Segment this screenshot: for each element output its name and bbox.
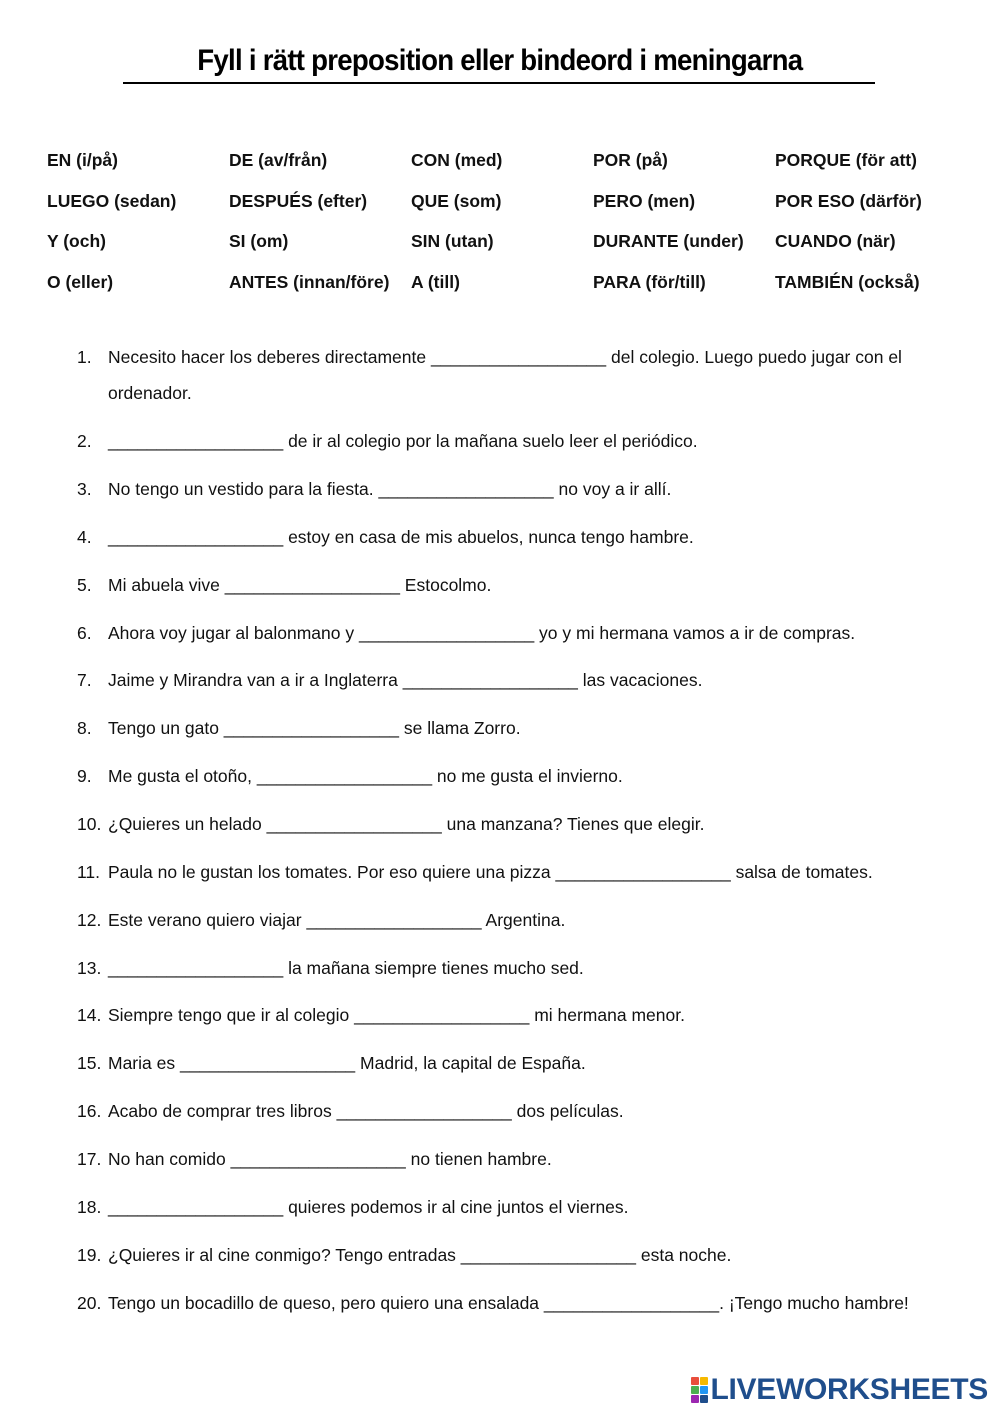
exercise-item xyxy=(77,1141,957,1177)
sentence-after-blank: de ir al colegio por la mañana suelo leer el periódico. xyxy=(283,431,698,451)
exercise-sentence xyxy=(108,902,957,938)
exercise-item xyxy=(77,662,957,698)
sentence-before-blank: Necesito hacer los deberes directamente xyxy=(108,347,431,367)
sentence-before-blank: ¿Quieres un helado xyxy=(108,814,267,834)
logo-square xyxy=(691,1395,699,1403)
exercise-sentence xyxy=(108,1189,957,1225)
word-bank-item: PARA (för/till) xyxy=(593,271,706,292)
sentence-after-blank: del colegio. Luego puedo jugar con el ordenador. xyxy=(108,347,902,403)
exercise-number: 10. xyxy=(77,814,102,834)
exercise-sentence xyxy=(108,710,957,746)
worksheet-title: Fyll i rätt preposition eller bindeord i meningarna xyxy=(197,44,803,77)
exercise-number: 3. xyxy=(77,479,92,499)
exercise-number: 9. xyxy=(77,766,92,786)
exercise-sentence xyxy=(108,339,957,411)
exercise-sentence xyxy=(108,1285,957,1321)
exercise-sentence xyxy=(108,1045,957,1081)
exercise-number: 4. xyxy=(77,527,92,547)
word-bank-item: CUANDO (när) xyxy=(775,231,896,251)
exercise-item xyxy=(77,519,957,555)
sentence-before-blank: Maria es xyxy=(108,1053,180,1073)
word-bank-item: EN (i/på) xyxy=(47,150,118,170)
logo-text: LIVEWORKSHEETS xyxy=(710,1373,988,1406)
sentence-after-blank: salsa de tomates. xyxy=(730,862,873,882)
sentence-before-blank: Jaime y Mirandra van a ir a Inglaterra xyxy=(108,670,403,690)
sentence-before-blank: Este verano quiero viajar xyxy=(108,910,307,930)
sentence-after-blank: estoy en casa de mis abuelos, nunca tengo hambre. xyxy=(283,527,694,547)
exercise-sentence xyxy=(108,519,957,555)
answer-blank[interactable]: __________________ xyxy=(230,1149,406,1169)
exercise-item xyxy=(77,950,957,986)
answer-blank[interactable]: __________________ xyxy=(108,1197,284,1217)
sentence-before-blank: ¿Quieres ir al cine conmigo? Tengo entradas xyxy=(108,1245,461,1265)
exercise-sentence xyxy=(108,854,957,890)
logo-square xyxy=(691,1377,699,1385)
sentence-after-blank: yo y mi hermana vamos a ir de compras. xyxy=(534,623,856,643)
word-bank-item: ANTES (innan/före) xyxy=(229,271,390,292)
sentence-after-blank: se llama Zorro. xyxy=(399,718,521,738)
sentence-before-blank: Me gusta el otoño, xyxy=(108,766,257,786)
sentence-after-blank: . ¡Tengo mucho hambre! xyxy=(719,1293,909,1313)
sentence-after-blank: las vacaciones. xyxy=(577,670,703,690)
exercise-number: 5. xyxy=(77,575,92,595)
exercise-number: 11. xyxy=(77,862,101,882)
sentence-after-blank: no voy a ir allí. xyxy=(553,479,672,499)
word-bank-item: TAMBIÉN (också) xyxy=(775,271,920,292)
sentence-before-blank: Tengo un gato xyxy=(108,718,224,738)
exercise-sentence xyxy=(108,471,957,507)
sentence-after-blank: esta noche. xyxy=(636,1245,732,1265)
word-bank-item: A (till) xyxy=(411,271,460,292)
sentence-after-blank: quieres podemos ir al cine juntos el viernes. xyxy=(283,1197,629,1217)
sentence-before-blank: Ahora voy jugar al balonmano y xyxy=(108,623,359,643)
exercise-sentence xyxy=(108,997,957,1033)
exercise-number: 20. xyxy=(77,1293,102,1313)
answer-blank[interactable]: __________________ xyxy=(266,814,442,834)
sentence-before-blank: Paula no le gustan los tomates. Por eso quiere una pizza xyxy=(108,862,556,882)
exercise-number: 15. xyxy=(77,1053,102,1073)
sentence-before-blank: Tengo un bocadillo de queso, pero quiero una ensalada xyxy=(108,1293,544,1313)
exercise-number: 17. xyxy=(77,1149,102,1169)
sentence-before-blank: No tengo un vestido para la fiesta. xyxy=(108,479,379,499)
answer-blank[interactable]: __________________ xyxy=(378,479,554,499)
answer-blank[interactable]: __________________ xyxy=(108,527,284,547)
sentence-after-blank: dos películas. xyxy=(511,1101,624,1121)
exercise-item xyxy=(77,423,957,459)
logo-square xyxy=(700,1386,708,1394)
exercise-sentence xyxy=(108,1141,957,1177)
sentence-before-blank: Siempre tengo que ir al colegio xyxy=(108,1005,355,1025)
answer-blank[interactable]: __________________ xyxy=(108,431,284,451)
exercise-number: 19. xyxy=(77,1245,102,1265)
answer-blank[interactable]: __________________ xyxy=(256,766,433,786)
exercise-item xyxy=(77,339,957,411)
answer-blank[interactable]: __________________ xyxy=(543,1293,720,1313)
sentence-after-blank: mi hermana menor. xyxy=(529,1005,685,1025)
logo-square xyxy=(700,1395,708,1403)
exercise-number: 12. xyxy=(77,910,102,930)
exercise-item xyxy=(77,615,957,651)
exercise-sentence xyxy=(108,950,957,986)
answer-blank[interactable]: __________________ xyxy=(223,718,399,738)
word-bank xyxy=(47,150,967,312)
sentence-after-blank: Estocolmo. xyxy=(399,575,492,595)
word-bank-item: DURANTE (under) xyxy=(593,231,744,251)
exercise-number: 7. xyxy=(77,670,92,690)
answer-blank[interactable]: __________________ xyxy=(430,347,607,367)
word-bank-item: SIN (utan) xyxy=(411,231,494,251)
exercise-number: 6. xyxy=(77,623,92,643)
exercise-number: 13. xyxy=(77,958,102,978)
exercise-number: 2. xyxy=(77,431,92,451)
sentence-after-blank: una manzana? Tienes que elegir. xyxy=(441,814,705,834)
word-bank-item: O (eller) xyxy=(47,271,114,292)
exercise-item xyxy=(77,567,957,603)
word-bank-item: CON (med) xyxy=(411,150,503,170)
answer-blank[interactable]: __________________ xyxy=(179,1053,356,1073)
exercise-sentence xyxy=(108,423,957,459)
sentence-after-blank: Argentina. xyxy=(481,910,566,930)
exercise-number: 16. xyxy=(77,1101,102,1121)
exercise-sentence xyxy=(108,806,957,842)
word-bank-item: POR (på) xyxy=(593,150,668,170)
exercise-item xyxy=(77,806,957,842)
worksheet-title-wrap xyxy=(0,44,1000,80)
sentence-after-blank: no tienen hambre. xyxy=(405,1149,552,1169)
answer-blank[interactable]: __________________ xyxy=(224,575,400,595)
exercise-item xyxy=(77,1045,957,1081)
logo-mark-icon xyxy=(691,1377,708,1403)
exercise-sentence xyxy=(108,1093,957,1129)
exercise-item xyxy=(77,997,957,1033)
word-bank-item: SI (om) xyxy=(229,231,289,251)
word-bank-item: POR ESO (därför) xyxy=(775,190,922,211)
exercise-number: 14. xyxy=(77,1005,102,1025)
exercise-item xyxy=(77,710,957,746)
sentence-before-blank: Mi abuela vive xyxy=(108,575,225,595)
exercise-item xyxy=(77,902,957,938)
exercise-sentence xyxy=(108,758,957,794)
sentence-after-blank: Madrid, la capital de España. xyxy=(355,1053,586,1073)
exercise-item xyxy=(77,1237,957,1273)
answer-blank[interactable]: __________________ xyxy=(460,1245,636,1265)
answer-blank[interactable]: __________________ xyxy=(306,910,482,930)
answer-blank[interactable]: __________________ xyxy=(108,958,284,978)
word-bank-item: DESPUÉS (efter) xyxy=(229,190,368,211)
liveworksheets-logo xyxy=(691,1372,989,1408)
word-bank-item: QUE (som) xyxy=(411,190,502,211)
sentence-before-blank: Acabo de comprar tres libros xyxy=(108,1101,337,1121)
answer-blank[interactable]: __________________ xyxy=(402,670,578,690)
answer-blank[interactable]: __________________ xyxy=(555,862,731,882)
logo-square xyxy=(700,1377,708,1385)
exercise-number: 18. xyxy=(77,1197,102,1217)
word-bank-item: DE (av/från) xyxy=(229,150,328,170)
answer-blank[interactable]: __________________ xyxy=(336,1101,512,1121)
exercise-item xyxy=(77,1093,957,1129)
answer-blank[interactable]: __________________ xyxy=(354,1005,530,1025)
sentence-before-blank: No han comido xyxy=(108,1149,231,1169)
exercise-item xyxy=(77,1189,957,1225)
title-underline xyxy=(123,82,875,84)
exercise-sentence xyxy=(108,662,957,698)
sentence-after-blank: no me gusta el invierno. xyxy=(432,766,623,786)
exercise-item xyxy=(77,1285,957,1321)
exercise-sentence xyxy=(108,615,957,651)
answer-blank[interactable]: __________________ xyxy=(358,623,535,643)
exercise-number: 1. xyxy=(77,347,92,367)
logo-square xyxy=(691,1386,699,1394)
exercise-sentence xyxy=(108,1237,957,1273)
sentence-after-blank: la mañana siempre tienes mucho sed. xyxy=(283,958,584,978)
word-bank-item: LUEGO (sedan) xyxy=(47,190,177,211)
exercise-sentence xyxy=(108,567,957,603)
exercise-item xyxy=(77,854,957,890)
exercise-number: 8. xyxy=(77,718,92,738)
word-bank-item: Y (och) xyxy=(47,231,106,251)
exercise-item xyxy=(77,758,957,794)
word-bank-item: PORQUE (för att) xyxy=(775,150,917,170)
word-bank-item: PERO (men) xyxy=(593,190,696,211)
exercise-item xyxy=(77,471,957,507)
